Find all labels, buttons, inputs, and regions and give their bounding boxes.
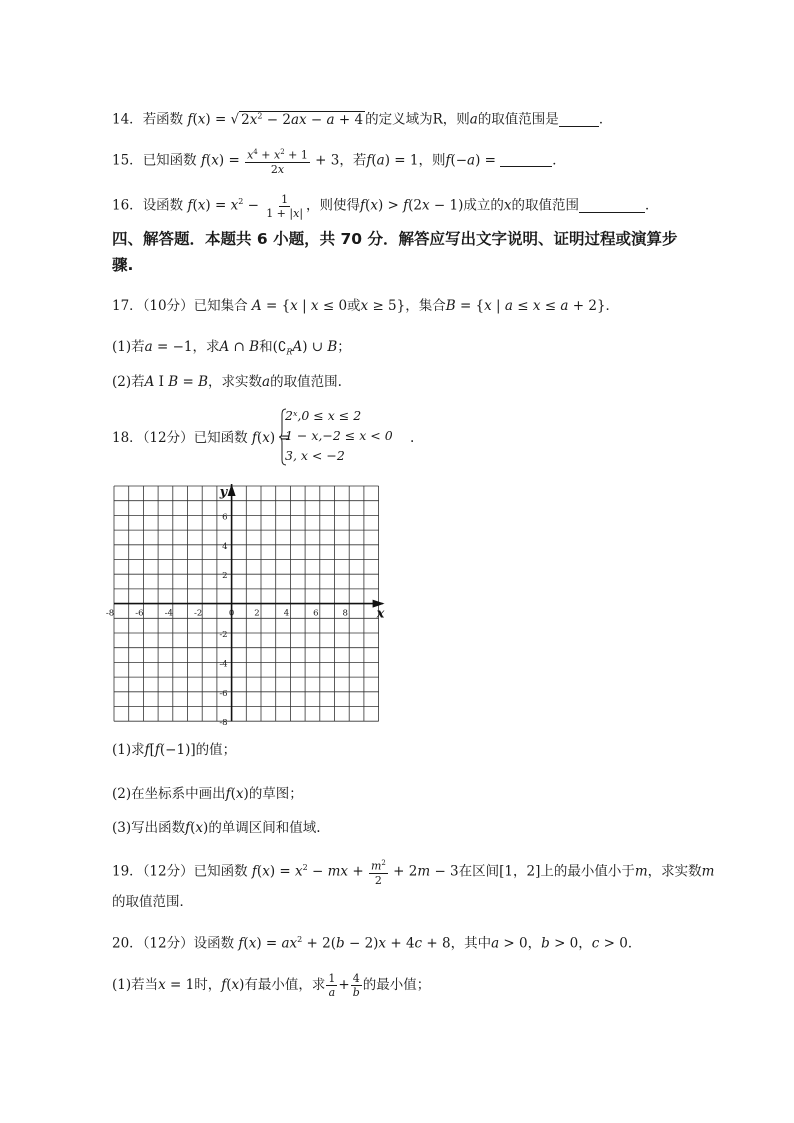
section-heading: 四、解答题．本题共 6 小题，共 70 分．解答应写出文字说明、证明过程或演算步骤. [112,230,678,274]
piecewise-cases [285,406,393,466]
question-17-part-2: (2)若A I B = B，求实数a的取值范围. [112,374,342,390]
fraction: $\frac{x^4 + x^2 + 1}{2x}$ [247,148,308,176]
question-19: 19．（12分）已知函数 $f(x) = x^2$ − mx + $\frac{m^2}{2}$ + 2m − 3在区间[1，2]上的最小值小于m，求实数m [112,859,715,887]
question-18: 18．（12分）已知函数 f(x) = [112,430,291,446]
sqrt-expression: $2x^2 - 2ax - a + 4$ [241,111,364,128]
y-axis-label: y [219,485,228,500]
question-14: 14．若函数 f(x) = √ $2x^2 - 2ax - a + 4$ 的定义域为R，则a的取值范围是 ． [112,111,613,128]
question-19-line-2: 的取值范围． [112,894,193,910]
question-18-part-1: (1)求f[f(−1)]的值； [112,742,237,758]
question-17: 17．（10分）已知集合 A = {x | x ≤ 0或x ≥ 5}，集合B = {x | a ≤ x ≤ a + 2}． [112,298,620,314]
question-18-part-2: (2)在坐标系中画出f(x)的草图； [112,786,303,802]
x-tick-label: 8 [342,608,348,619]
answer-blank[interactable] [559,112,599,127]
x-tick-label: -8 [105,608,115,619]
fraction: $\frac{1}{a}$ [328,972,336,999]
exam-page: 14．若函数 f(x) = √ $2x^2 - 2ax - a + 4$ 的定义域为R，则a的取值范围是 ． 15．已知函数 f(x) = $\frac{x^4 + x^2 + 1}{2x}$ + 3，若f(a) = 1，则f(−a) = ． 16．设函数 $f(x) = x^2$ − $\frac{1}{1 + |x|}$ ，则使得f(x) > f(2x − 1)成立的x的取值范围 ． 四、解答题．本题共 6 小题，共 70 分．解答应写出文字说明、证明过程或演算步骤. 17．（10分）已知集合 A = {x | x ≤ 0或x ≥ 5}，集合B = {x | a ≤ x ≤ a + 2}． (1)若a = −1，求A ∩ B和$(∁_RA)$ ∪ B； (2)若A I B = B，求实数a的取值范围. 18．（12分）已知函数 f(x) = 2ˣ,0 ≤ x ≤ 2 1 − x,−2 ≤ x < 0 3, x < −2 . -8 -6 -4 -2 0 2 4 6 8 6 4 2 -2 -4 -6 -8 x y (1)求f[f(−1)]的值； (2)在坐标系中画出f(x)的草图； (3)写出函数f(x)的单调区间和值域. 19．（12分）已知函数 $f(x) = x^2$ − mx + $\frac{m^2}{2}$ + 2m − 3在区间[1，2]上的最小值小于m，求实数m 的取值范围． 20．（12分）设函数 $f(x) = ax^2 + 2(b - 2)x + 4c + 8$，其中a > 0，b > 0，c > 0． (1)若当x = 1时，f(x)有最小值，求 $\frac{1}{a}$ + $\frac{4}{b}$ 的最小值； [0,0,794,1123]
case-2: 1 − x,−2 ≤ x < 0 [285,428,393,443]
x-tick-label: -4 [164,608,173,619]
fraction: $\frac{m^2}{2}$ [370,859,386,887]
case-3: 3, x < −2 [285,448,345,463]
fraction: $\frac{1}{1 + |x|}$ [266,192,304,220]
y-tick-label: 4 [222,541,228,552]
case-1: 2ˣ,0 ≤ x ≤ 2 [285,408,362,423]
question-20-part-1: (1)若当x = 1时，f(x)有最小值，求 $\frac{1}{a}$ + $\frac{4}{b}$ 的最小值； [112,972,431,999]
answer-blank[interactable] [500,152,552,167]
x-tick-label: 2 [254,608,260,619]
x-tick-label: 4 [283,608,290,619]
formula: f [187,111,193,128]
y-tick-label: 6 [222,512,228,523]
y-tick-label: -6 [219,688,228,699]
coordinate-grid[interactable] [105,484,385,729]
question-15: 15．已知函数 f(x) = $\frac{x^4 + x^2 + 1}{2x}$ + 3，若f(a) = 1，则f(−a) = ． [112,148,566,176]
x-tick-label: -6 [135,608,144,619]
x-tick-label: -2 [194,608,203,619]
answer-blank[interactable] [579,198,645,213]
y-tick-label: -4 [219,659,228,670]
question-16: 16．设函数 $f(x) = x^2$ − $\frac{1}{1 + |x|}$ ，则使得f(x) > f(2x − 1)成立的x的取值范围 ． [112,192,659,220]
question-17-part-1: (1)若a = −1，求A ∩ B和$(∁_RA)$ ∪ B； [112,339,351,357]
fraction: $\frac{4}{b}$ [352,972,360,999]
x-axis-label: x [376,606,385,622]
y-tick-label: -8 [219,718,228,729]
x-tick-label: 0 [228,608,235,619]
y-tick-label: -2 [219,630,228,640]
x-tick-label: 6 [313,608,319,619]
y-tick-label: 2 [222,571,228,582]
question-20: 20．（12分）设函数 $f(x) = ax^2 + 2(b - 2)x + 4c + 8$，其中a > 0，b > 0，c > 0． [112,935,642,952]
question-18-part-3: (3)写出函数f(x)的单调区间和值域. [112,820,321,836]
